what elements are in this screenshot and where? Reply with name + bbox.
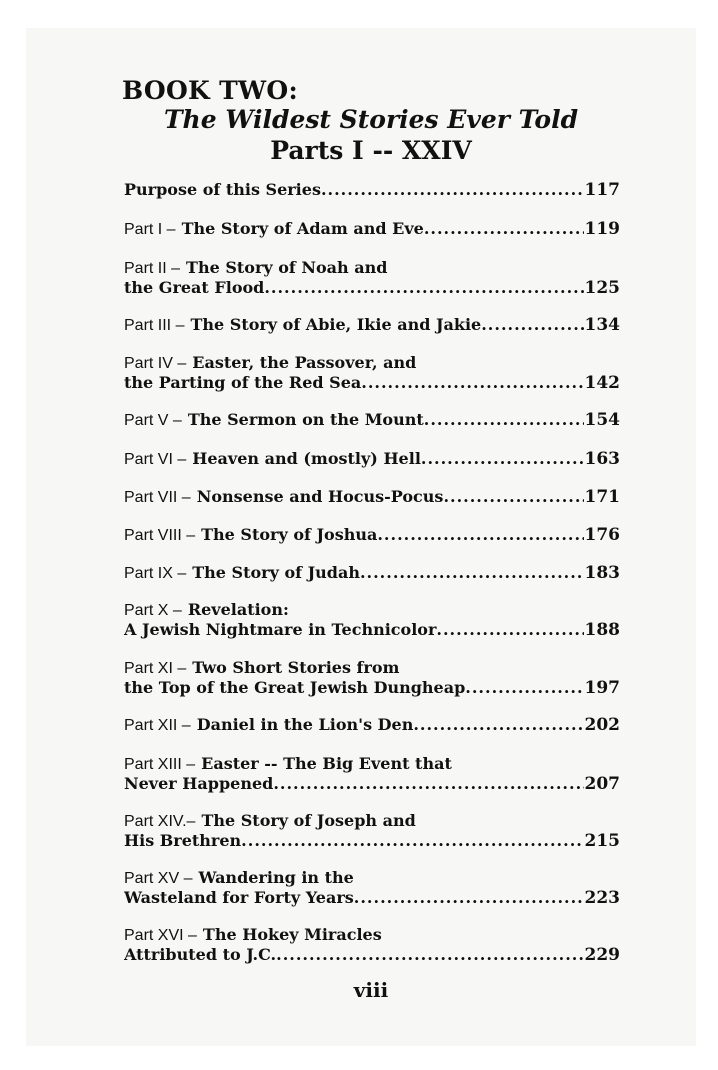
toc-entry <box>124 410 620 430</box>
toc-part-label: Part V – <box>124 412 182 429</box>
toc-page-number: 207 <box>584 774 620 794</box>
toc-title: The Story of Adam and Eve <box>181 219 424 238</box>
toc-entry <box>124 754 620 794</box>
toc-entry <box>124 525 620 545</box>
toc-title: Two Short Stories from <box>192 658 400 677</box>
toc-page-number: 117 <box>584 180 620 200</box>
toc-title: Wandering in the <box>198 868 354 887</box>
toc-leader-dots <box>264 278 583 298</box>
toc-entry-line <box>124 678 620 698</box>
toc-part-label: Part XI – <box>124 660 187 677</box>
toc-page-number: 142 <box>584 373 620 393</box>
toc-page-number: 119 <box>584 219 620 239</box>
toc-title: Nonsense and Hocus-Pocus <box>196 487 444 506</box>
toc-title: Attributed to J.C. <box>124 945 277 964</box>
toc-entry-line <box>124 620 620 640</box>
toc-entry-line <box>124 563 620 583</box>
toc-leader-dots <box>465 678 583 698</box>
toc-part-label: Part XIII – <box>124 756 196 773</box>
toc-leader-dots <box>424 219 584 239</box>
toc-leader-dots <box>424 410 584 430</box>
toc-entry-line <box>124 258 620 278</box>
toc-title: the Top of the Great Jewish Dungheap <box>124 678 466 697</box>
toc-entry <box>124 353 620 393</box>
toc-entry <box>124 811 620 851</box>
toc-title: Revelation: <box>187 600 289 619</box>
toc-page-number: 183 <box>584 563 620 583</box>
toc-title: His Brethren <box>124 831 242 850</box>
toc-entry-line <box>124 754 620 774</box>
toc-leader-dots <box>421 449 584 469</box>
toc-leader-dots <box>361 373 583 393</box>
toc-leader-dots <box>377 525 583 545</box>
toc-part-label: Part XV – <box>124 870 193 887</box>
toc-part-label: Part III – <box>124 317 185 334</box>
book-subtitle: The Wildest Stories Ever Told <box>163 105 579 134</box>
toc-page-number: 229 <box>584 945 620 965</box>
toc-leader-dots <box>241 831 583 851</box>
toc-title: The Story of Joseph and <box>201 811 416 830</box>
toc-entry-line <box>124 410 620 430</box>
toc-title: the Great Flood <box>124 278 265 297</box>
toc-title: Wasteland for Forty Years <box>124 888 354 907</box>
toc-title: The Story of Noah and <box>186 258 388 277</box>
toc-page-number: 176 <box>584 525 620 545</box>
toc-page-number: 163 <box>584 449 620 469</box>
toc-leader-dots <box>413 715 583 735</box>
book-label: BOOK TWO: <box>122 76 298 105</box>
toc-entry-line <box>124 525 620 545</box>
toc-part-label: Part IV – <box>124 355 187 372</box>
toc-title: Easter -- The Big Event that <box>201 754 452 773</box>
toc-part-label: Part XVI – <box>124 927 197 944</box>
toc-entry-line <box>124 945 620 965</box>
toc-leader-dots <box>481 315 583 335</box>
toc-entry-line <box>124 811 620 831</box>
toc-part-label: Part XIV.– <box>124 813 196 830</box>
toc-leader-dots <box>276 945 583 965</box>
toc-part-label: Part I – <box>124 221 176 238</box>
toc-title: The Story of Abie, Ikie and Jakie <box>190 315 482 334</box>
toc-page-number: 154 <box>584 410 620 430</box>
toc-entry-line <box>124 278 620 298</box>
toc-title: Daniel in the Lion's Den <box>196 715 414 734</box>
toc-entry-line <box>124 180 620 200</box>
toc-entry-line <box>124 449 620 469</box>
toc-page-number: 134 <box>584 315 620 335</box>
page-number: viii <box>353 978 389 1002</box>
toc-leader-dots <box>443 487 583 507</box>
toc-part-label: Part XII – <box>124 717 191 734</box>
toc-title: the Parting of the Red Sea <box>124 373 362 392</box>
toc-entry <box>124 600 620 640</box>
toc-entry <box>124 658 620 698</box>
toc-entry-line <box>124 219 620 239</box>
toc-page-number: 202 <box>584 715 620 735</box>
toc-entry-line <box>124 774 620 794</box>
toc-leader-dots <box>354 888 584 908</box>
toc-entry <box>124 315 620 335</box>
toc-page-number: 125 <box>584 278 620 298</box>
toc-entry <box>124 925 620 965</box>
toc-entry-line <box>124 487 620 507</box>
toc-page-number: 171 <box>584 487 620 507</box>
toc-page-number: 188 <box>584 620 620 640</box>
toc-title: The Story of Joshua <box>201 525 378 544</box>
toc-leader-dots <box>436 620 583 640</box>
toc-title: The Story of Judah <box>192 563 360 582</box>
toc-entry-line <box>124 715 620 735</box>
toc-part-label: Part VII – <box>124 489 191 506</box>
toc-part-label: Part X – <box>124 602 182 619</box>
toc-entry-line <box>124 658 620 678</box>
toc-title: The Hokey Miracles <box>202 925 382 944</box>
toc-title: Easter, the Passover, and <box>192 353 417 372</box>
toc-entry-line <box>124 868 620 888</box>
toc-title: A Jewish Nightmare in Technicolor <box>124 620 437 639</box>
toc-entry <box>124 258 620 298</box>
toc-entry <box>124 219 620 239</box>
toc-entry <box>124 715 620 735</box>
toc-part-label: Part VIII – <box>124 527 196 544</box>
toc-title: Purpose of this Series <box>124 180 321 199</box>
toc-leader-dots <box>321 180 584 200</box>
toc-leader-dots <box>360 563 584 583</box>
book-parts-range: Parts I -- XXIV <box>270 136 472 165</box>
toc-entry-line <box>124 831 620 851</box>
toc-part-label: Part IX – <box>124 565 187 582</box>
toc-entry-line <box>124 315 620 335</box>
toc-part-label: Part VI – <box>124 451 187 468</box>
toc-page-number: 215 <box>584 831 620 851</box>
toc-title: The Sermon on the Mount <box>187 410 424 429</box>
toc-entry-line <box>124 600 620 620</box>
toc-entry-line <box>124 925 620 945</box>
toc-page-number: 197 <box>584 678 620 698</box>
toc-entry-line <box>124 373 620 393</box>
toc-entry <box>124 487 620 507</box>
toc-entry <box>124 868 620 908</box>
toc-entry <box>124 563 620 583</box>
toc-title: Never Happened <box>124 774 274 793</box>
toc-entry <box>124 180 620 200</box>
toc-part-label: Part II – <box>124 260 181 277</box>
toc-leader-dots <box>273 774 583 794</box>
toc-entry-line <box>124 353 620 373</box>
toc-entry-line <box>124 888 620 908</box>
toc-page-number: 223 <box>584 888 620 908</box>
toc-title: Heaven and (mostly) Hell <box>192 449 421 468</box>
toc-entry <box>124 449 620 469</box>
